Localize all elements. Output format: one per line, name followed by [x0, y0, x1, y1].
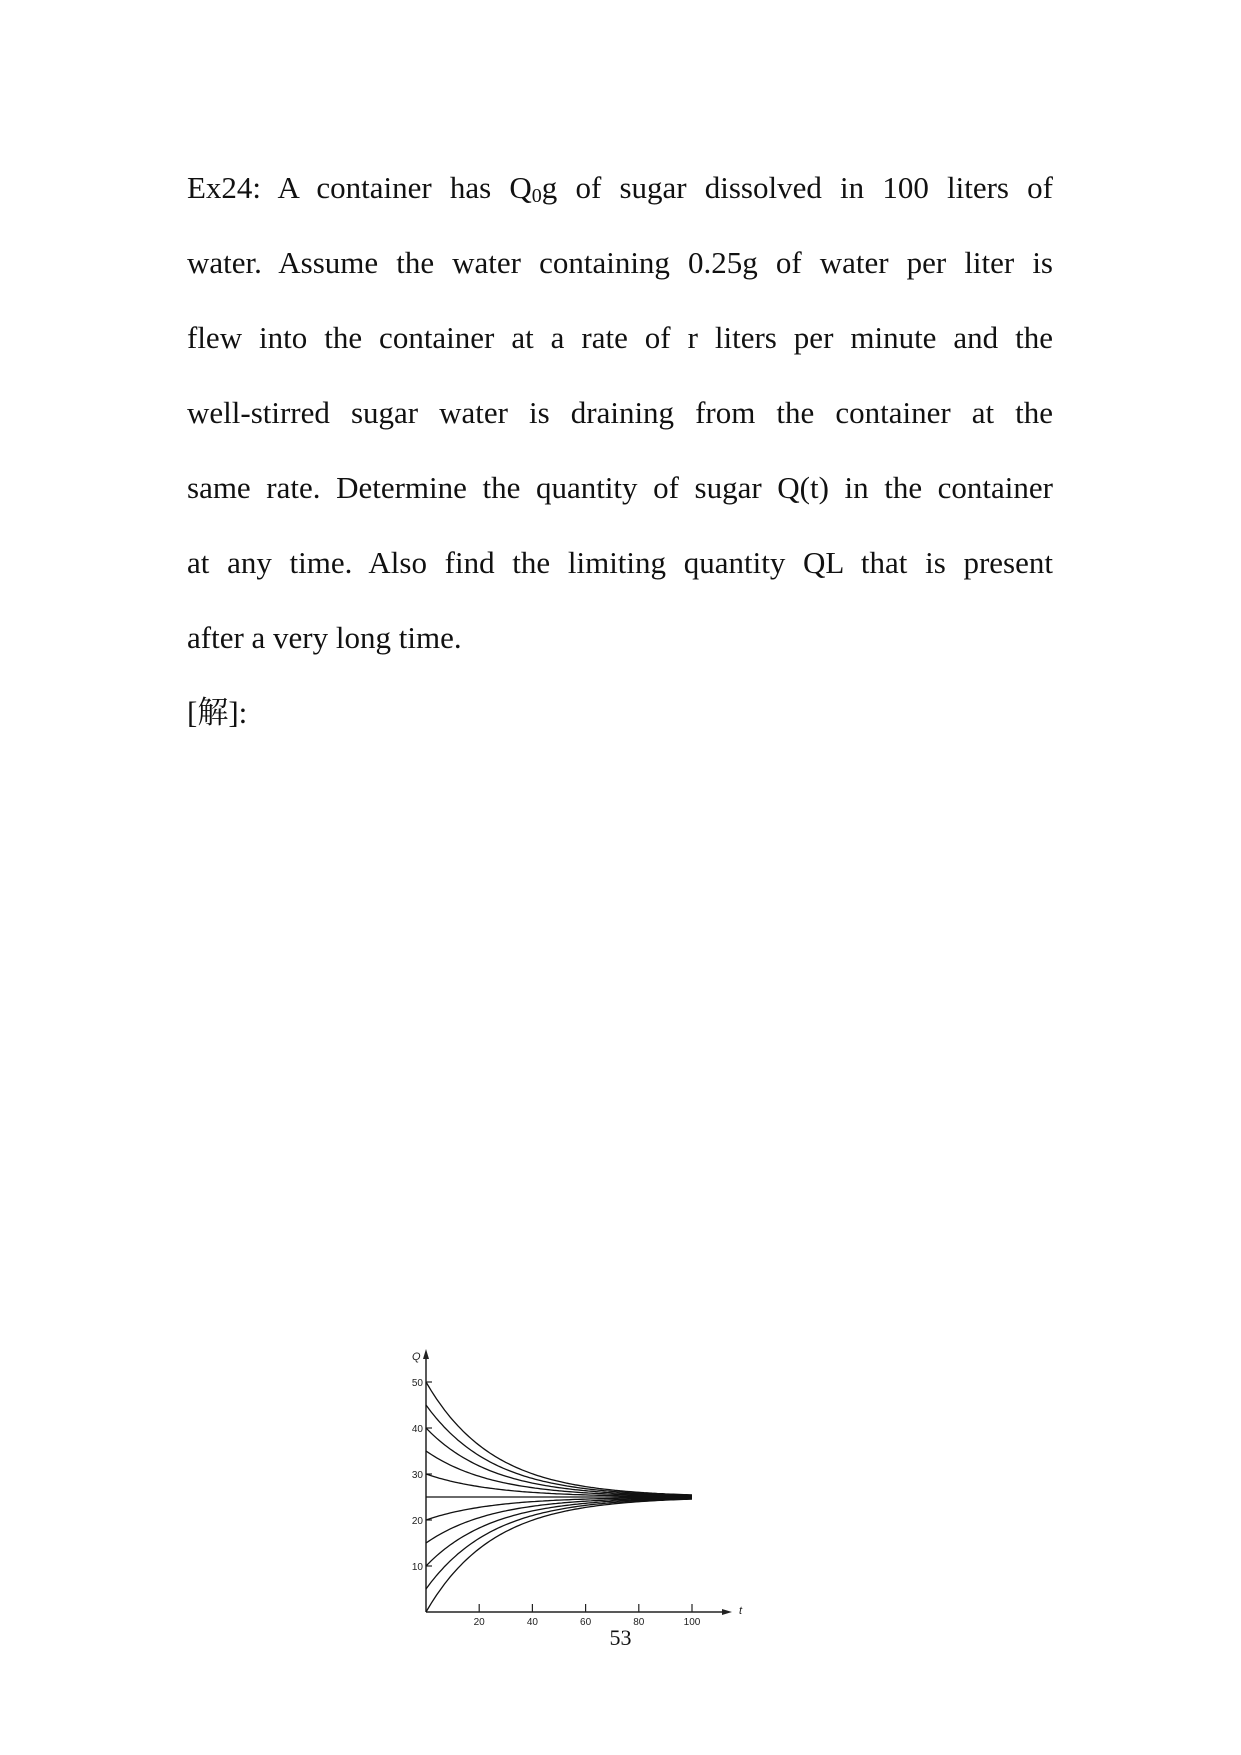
- problem-text: [187, 150, 1053, 750]
- solution-curve: [426, 1451, 692, 1496]
- solution-curve: [426, 1382, 692, 1495]
- problem-line-5: same rate. Determine the quantity of sugar Q(t) in the container: [187, 470, 1053, 505]
- y-axis-label: Q: [412, 1351, 421, 1363]
- y-tick-label: 20: [411, 1516, 423, 1527]
- x-axis-arrow: [722, 1609, 732, 1615]
- solution-curves-figure: [395, 1285, 825, 1628]
- solution-curves: [426, 1382, 692, 1612]
- problem-line-1-start: Ex24: A container has Q: [187, 170, 532, 205]
- solution-curve: [426, 1499, 692, 1612]
- solution-curve: [426, 1428, 692, 1496]
- x-tick-label: 100: [683, 1617, 701, 1628]
- problem-line-1: [187, 150, 1053, 225]
- problem-line-1-end: g of sugar dissolved in 100 liters of: [541, 170, 1053, 205]
- problem-line-2: water. Assume the water containing 0.25g of water per liter is: [187, 245, 1053, 280]
- subscript-zero: 0: [531, 185, 542, 207]
- solution-curves-chart: [395, 1285, 825, 1628]
- problem-line-7: after a very long time.: [187, 620, 462, 655]
- y-axis-arrow: [423, 1349, 429, 1359]
- problem-line-4: well-stirred sugar water is draining from the container at the: [187, 395, 1053, 430]
- x-tick-label: 40: [526, 1617, 538, 1628]
- solution-curve: [426, 1498, 692, 1543]
- y-tick-label: 30: [411, 1470, 423, 1481]
- x-tick-label: 60: [580, 1617, 592, 1628]
- solution-curve: [426, 1498, 692, 1566]
- y-tick-label: 50: [411, 1378, 423, 1389]
- x-tick-label: 20: [473, 1617, 485, 1628]
- y-tick-label: 40: [411, 1424, 423, 1435]
- x-tick-label: 80: [633, 1617, 645, 1628]
- problem-line-6: at any time. Also find the limiting quantity QL that is present: [187, 545, 1053, 580]
- solution-label: [解]:: [187, 695, 248, 730]
- page-number: 53: [609, 1625, 632, 1650]
- problem-line-3: flew into the container at a rate of r liters per minute and the: [187, 320, 1053, 355]
- y-tick-label: 10: [411, 1562, 423, 1573]
- x-axis-label: t: [739, 1605, 743, 1617]
